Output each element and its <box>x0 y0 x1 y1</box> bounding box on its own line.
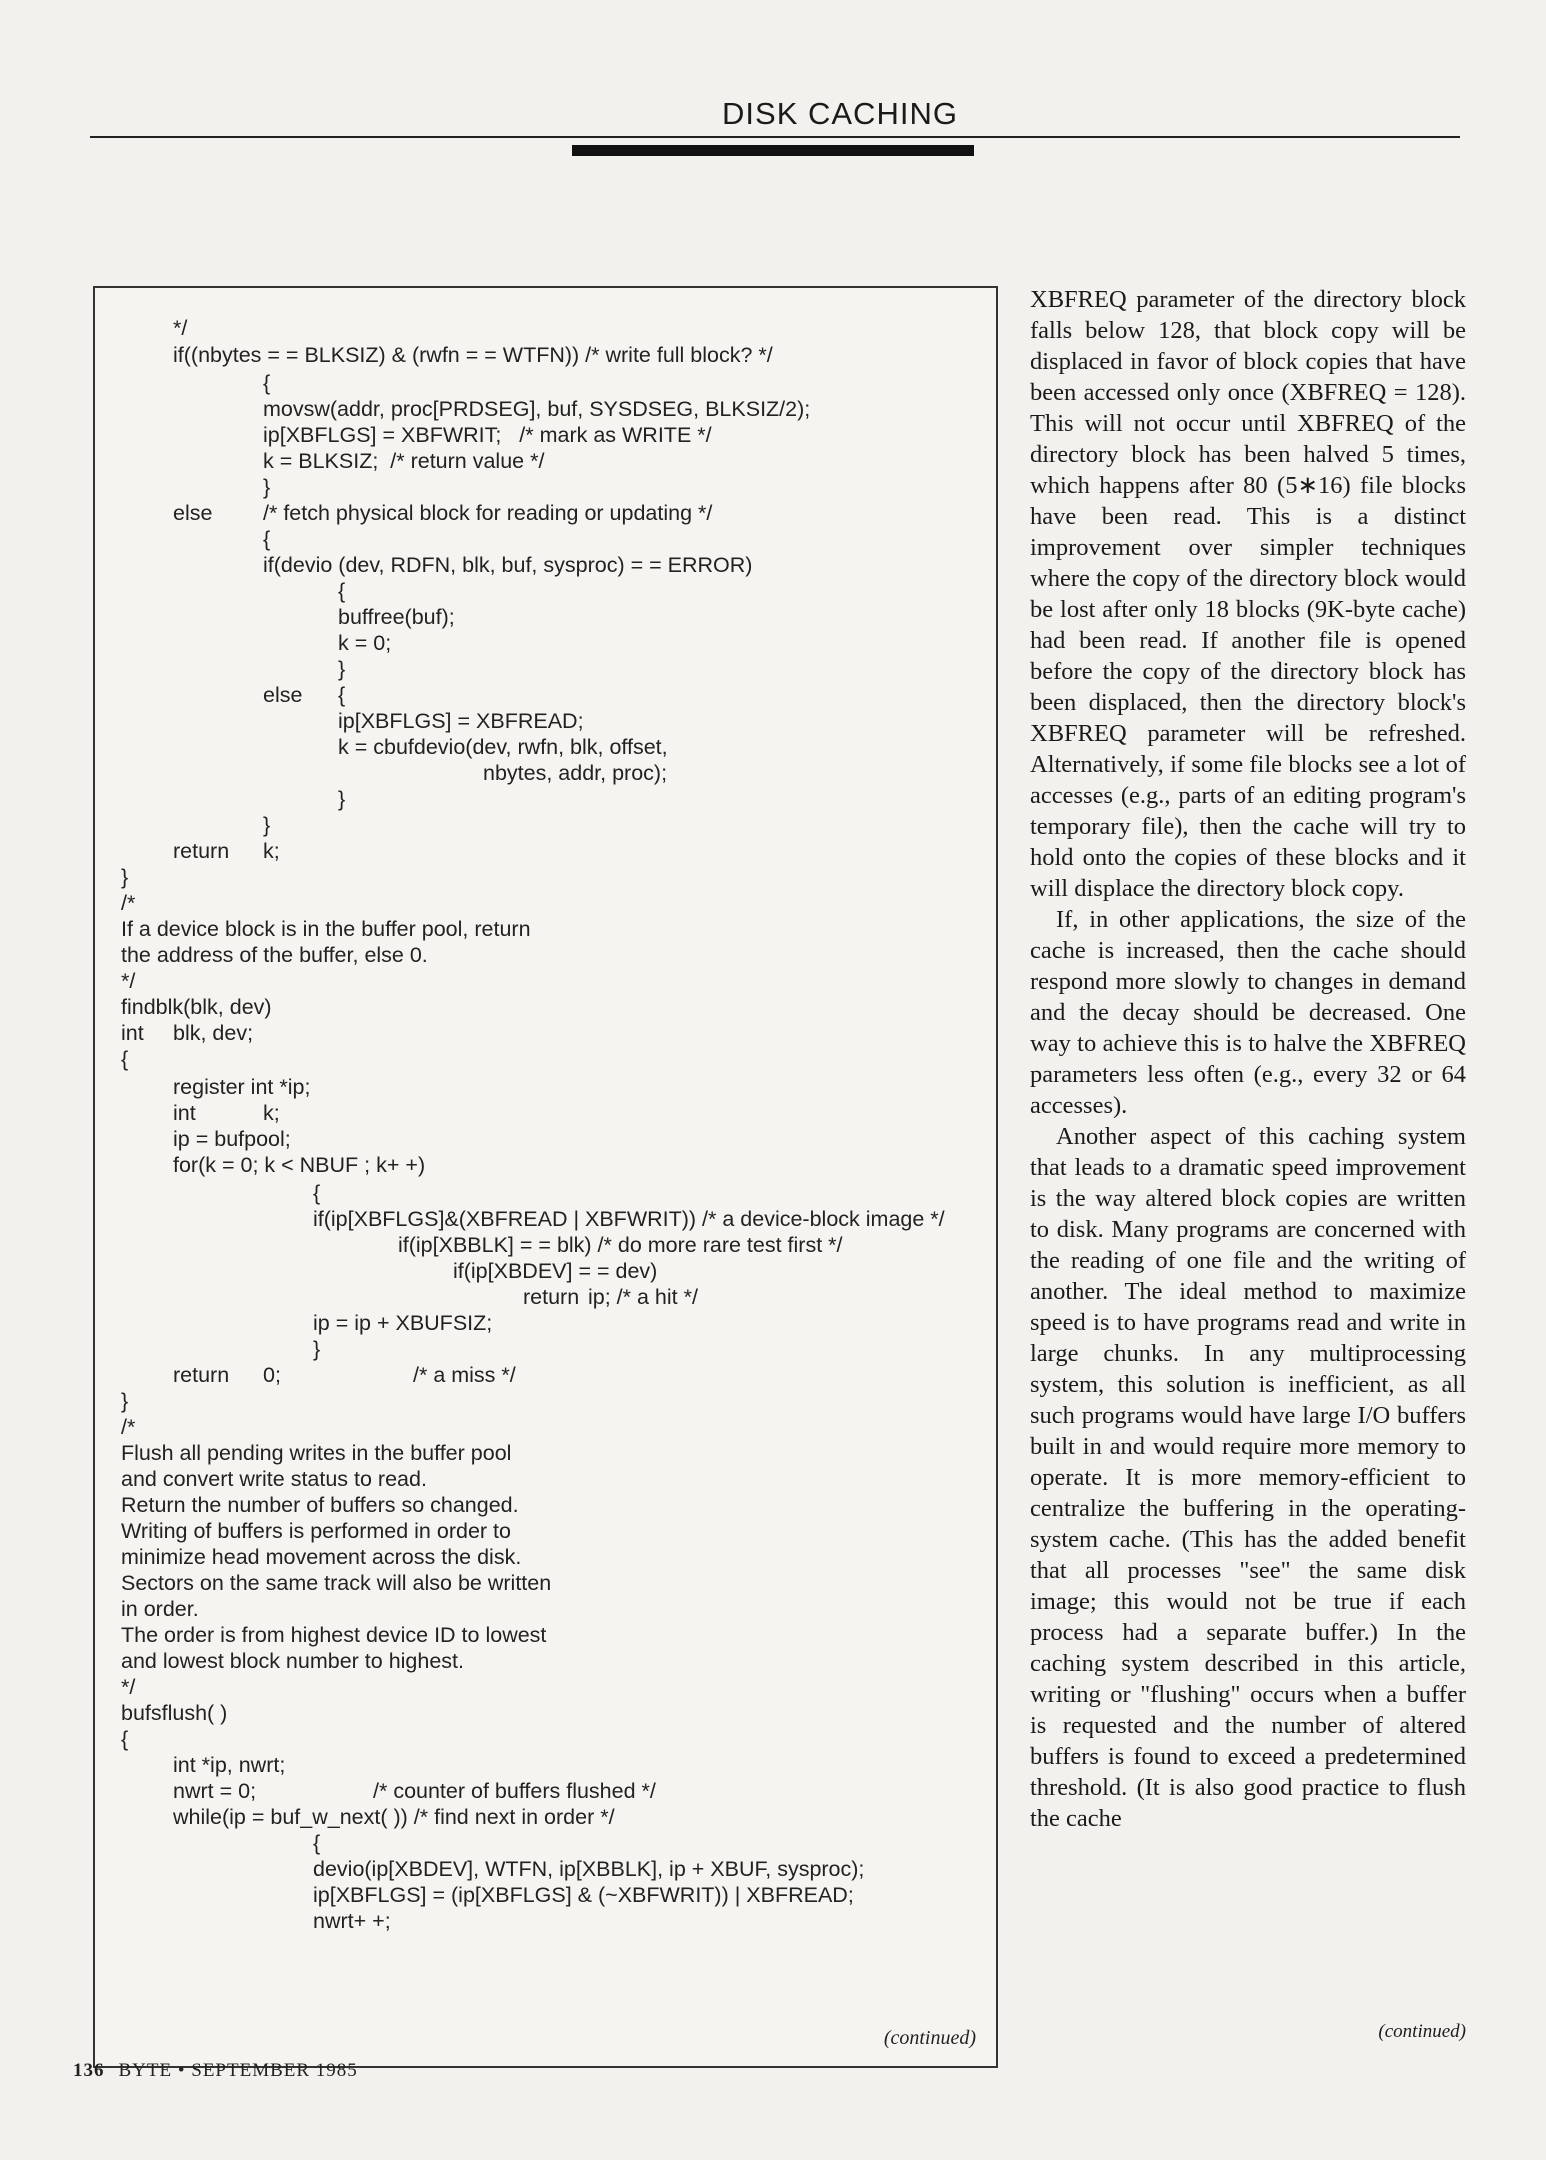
code-line: Flush all pending writes in the buffer pool <box>121 1441 512 1465</box>
code-line: ip[XBFLGS] = XBFWRIT; /* mark as WRITE */ <box>263 423 712 447</box>
code-line: } <box>313 1337 321 1361</box>
code-line: return <box>173 839 230 863</box>
code-line: int <box>121 1021 144 1045</box>
code-line: for(k = 0; k < NBUF ; k+ +) <box>173 1153 426 1177</box>
code-line: { <box>338 579 346 603</box>
page-number: 136 <box>73 2060 105 2081</box>
code-line: blk, dev; <box>173 1021 254 1045</box>
code-line: /* counter of buffers flushed */ <box>373 1779 656 1803</box>
article-paragraph: Another aspect of this caching system that leads to a dramatic speed improvement is the way altered block copies are written to disk. Many programs are concerned with the reading of one file and the writing of another. The ideal method to maximize speed is to have programs read and write in large chunks. In any multiprocessing system, this solution is inefficient, as all such programs would have large I/O buffers built in and would require more memory to operate. It is more memory-efficient to centralize the buffering in the operating-system cache. (This has the added benefit that all processes "see" the same disk image; this would not be true if each process had a separate buffer.) In the caching system described in this article, writing or "flushing" occurs when a buffer is requested and the number of altered buffers is found to exceed a predetermined threshold. (It is also good practice to flush the cache <box>1030 1123 1466 1832</box>
code-line: findblk(blk, dev) <box>121 995 272 1019</box>
publication-line: BYTE • SEPTEMBER 1985 <box>118 2060 358 2081</box>
code-line: { <box>263 527 271 551</box>
code-line: Return the number of buffers so changed. <box>121 1493 519 1517</box>
code-line: } <box>338 787 346 811</box>
code-line: register int *ip; <box>173 1075 311 1099</box>
code-line: */ <box>121 1675 136 1699</box>
code-line: k = cbufdevio(dev, rwfn, blk, offset, <box>338 735 668 759</box>
code-line: movsw(addr, proc[PRDSEG], buf, SYSDSEG, BLKSIZ/2); <box>263 397 811 421</box>
code-continued-label: (continued) <box>883 2027 976 2049</box>
header-rule <box>90 136 1460 138</box>
article-continued-label: (continued) <box>1378 2021 1466 2042</box>
code-line: k = BLKSIZ; /* return value */ <box>263 449 545 473</box>
code-line: { <box>121 1047 129 1071</box>
article-paragraph: XBFREQ parameter of the directory block falls below 128, that block copy will be displaced in favor of block copies that have been accessed only once (XBFREQ = 128). This will not occur until XBFREQ of the directory block has been halved 5 times, which happens after 80 (5∗16) file blocks have been read. This is a distinct improvement over simpler techniques where the copy of the directory block would be lost after only 18 blocks (9K-byte cache) had been read. If another file is opened before the copy of the directory block has been displaced, then the directory block's XBFREQ parameter will be refreshed. Alternatively, if some file blocks see a lot of accesses (e.g., parts of an editing program's temporary file), then the cache will try to hold onto the copies of these blocks and it will displace the directory block copy. <box>1030 286 1466 902</box>
code-line: /* <box>121 1415 136 1439</box>
code-line: k; <box>263 1101 280 1125</box>
code-line: if(devio (dev, RDFN, blk, buf, sysproc) = = ERROR) <box>263 553 753 577</box>
code-line: /* <box>121 891 136 915</box>
code-listing-box <box>93 286 998 2068</box>
code-line: return <box>173 1363 230 1387</box>
code-line: if(ip[XBFLGS]&(XBFREAD | XBFWRIT)) /* a device-block image */ <box>313 1207 945 1231</box>
code-line: { <box>263 371 271 395</box>
code-line: If a device block is in the buffer pool, return <box>121 917 531 941</box>
code-line: devio(ip[XBDEV], WTFN, ip[XBBLK], ip + XBUF, sysproc); <box>313 1857 865 1881</box>
code-line: ip[XBFLGS] = (ip[XBFLGS] & (~XBFWRIT)) | XBFREAD; <box>313 1883 854 1907</box>
code-line: in order. <box>121 1597 199 1621</box>
code-line: { <box>121 1727 129 1751</box>
code-line: k; <box>263 839 280 863</box>
code-line: /* a miss */ <box>413 1363 516 1387</box>
code-line: the address of the buffer, else 0. <box>121 943 428 967</box>
code-line: Writing of buffers is performed in order to <box>121 1519 511 1543</box>
code-line: } <box>121 865 129 889</box>
code-line: /* fetch physical block for reading or updating */ <box>263 501 713 525</box>
section-title: DISK CACHING <box>722 96 958 131</box>
article-paragraph: If, in other applications, the size of the cache is increased, then the cache should respond more slowly to changes in demand and the decay should be decreased. One way to achieve this is to halve the XBFREQ parameters less often (e.g., every 32 or 64 accesses). <box>1030 906 1466 1119</box>
page-footer <box>73 2060 358 2082</box>
code-line: ip = bufpool; <box>173 1127 291 1151</box>
code-line: if(ip[XBDEV] = = dev) <box>453 1259 658 1283</box>
code-line: nwrt = 0; <box>173 1779 257 1803</box>
code-line: nwrt+ +; <box>313 1909 391 1933</box>
code-line: ip; /* a hit */ <box>588 1285 698 1309</box>
code-line: minimize head movement across the disk. <box>121 1545 522 1569</box>
code-line: } <box>121 1389 129 1413</box>
code-line: ip[XBFLGS] = XBFREAD; <box>338 709 584 733</box>
code-line: } <box>263 813 271 837</box>
code-line: { <box>313 1831 321 1855</box>
code-line: buffree(buf); <box>338 605 455 629</box>
code-line: } <box>338 657 346 681</box>
code-line: } <box>263 475 271 499</box>
code-line: int <box>173 1101 196 1125</box>
code-line: and convert write status to read. <box>121 1467 427 1491</box>
code-line: int *ip, nwrt; <box>173 1753 286 1777</box>
code-line: */ <box>173 316 188 340</box>
code-line: bufsflush( ) <box>121 1701 228 1725</box>
code-line: { <box>338 683 346 707</box>
code-line: { <box>313 1181 321 1205</box>
code-line: if(ip[XBBLK] = = blk) /* do more rare test first */ <box>398 1233 843 1257</box>
code-line: 0; <box>263 1363 281 1387</box>
code-line: if((nbytes = = BLKSIZ) & (rwfn = = WTFN)) /* write full block? */ <box>173 343 773 367</box>
code-line: and lowest block number to highest. <box>121 1649 465 1673</box>
header-bar <box>572 145 974 156</box>
code-line: */ <box>121 969 136 993</box>
code-line: while(ip = buf_w_next( )) /* find next in order */ <box>173 1805 615 1829</box>
code-line: return <box>523 1285 580 1309</box>
code-line: nbytes, addr, proc); <box>483 761 668 785</box>
code-line: Sectors on the same track will also be written <box>121 1571 552 1595</box>
code-line: ip = ip + XBUFSIZ; <box>313 1311 493 1335</box>
code-line: else <box>263 683 303 707</box>
code-line: else <box>173 501 213 525</box>
article-body <box>1030 284 1466 1834</box>
code-line: k = 0; <box>338 631 392 655</box>
code-line: The order is from highest device ID to lowest <box>121 1623 547 1647</box>
